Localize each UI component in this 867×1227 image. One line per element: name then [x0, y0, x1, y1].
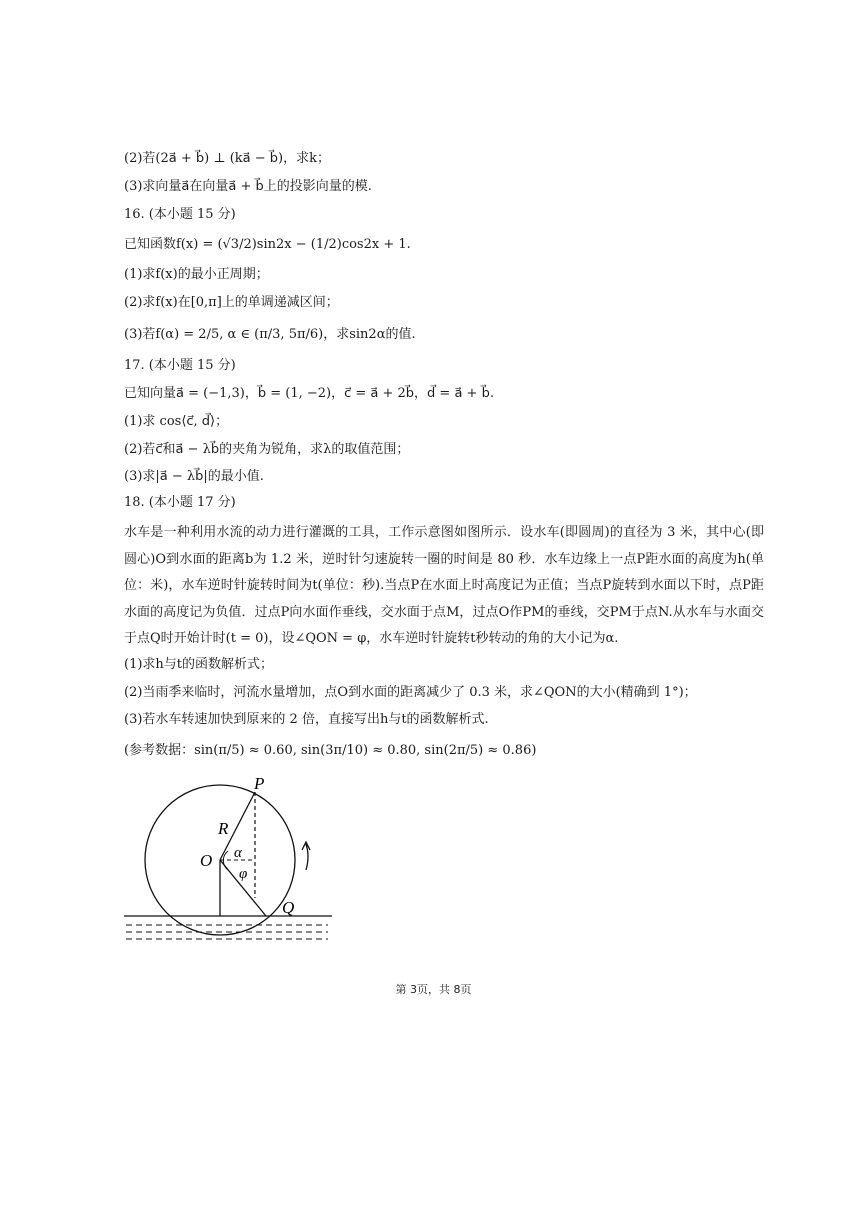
q17-stem: 已知向量a⃗ = (−1,3)，b⃗ = (1, −2)，c⃗ = a⃗ + 2b⃗，d⃗ = a⃗ + b⃗. [124, 386, 494, 401]
q16-part2: (2)求f(x)在[0,π]上的单调递减区间； [124, 295, 339, 310]
q18-part1: (1)求h与t的函数解析式； [124, 657, 274, 672]
label-P: P [254, 774, 265, 793]
label-R: R [218, 819, 229, 838]
reference-data: (参考数据：sin(π/5) ≈ 0.60, sin(3π/10) ≈ 0.80, sin(2π/5) ≈ 0.86) [124, 743, 537, 758]
rotation-arrow [306, 844, 308, 870]
q16-part1: (1)求f(x)的最小正周期； [124, 267, 269, 282]
q18-heading: 18. (本小题 17 分) [124, 495, 236, 510]
q16-part3: (3)若f(α) = 2/5, α ∈ (π/3, 5π/6)，求sin2α的值. [124, 327, 416, 342]
q18-stem: 水车是一种利用水流的动力进行灌溉的工具，工作示意图如图所示．设水车(即圆周)的直径为 3 米，其中心(即圆心)O到水面的距离b为 1.2 米，逆时针匀速旋转一圈的时间是 80 秒．水车边缘上一点P距水面的高度为h(单位：米)，水车逆时针旋转时间为t(单位：秒).当点P在水面上时高度记为正值；当点P旋转到水面以下时，点P距水面的高度记为负值．过点P向水面作垂线，交水面于点M，过点O作PM的垂线，交PM于点N.从水车与水面交于点Q时开始计时(t = 0)，设∠QON = φ，水车逆时针旋转t秒转动的角的大小记为α. [124, 525, 764, 646]
label-O: O [200, 851, 213, 870]
q18-part3: (3)若水车转速加快到原来的 2 倍，直接写出h与t的函数解析式. [124, 712, 489, 727]
label-phi: φ [239, 866, 248, 882]
q16-heading: 16. (本小题 15 分) [124, 207, 236, 222]
waterwheel-diagram [118, 770, 348, 950]
q16-stem: 已知函数f(x) = (√3/2)sin2x − (1/2)cos2x + 1. [124, 237, 411, 252]
label-Q: Q [282, 898, 295, 917]
label-alpha: α [234, 845, 242, 861]
q17-part2: (2)若c⃗和a⃗ − λb⃗的夹角为锐角，求λ的取值范围； [124, 442, 410, 457]
q15-part3: (3)求向量a⃗在向量a⃗ + b⃗上的投影向量的模. [124, 179, 372, 194]
q15-part2: (2)若(2a⃗ + b⃗) ⊥ (ka⃗ − b⃗)，求k； [124, 151, 330, 166]
q18-part2: (2)当雨季来临时，河流水量增加，点O到水面的距离减少了 0.3 米，求∠QON的大小(精确到 1°)； [124, 685, 697, 700]
q17-part1: (1)求 cos⟨c⃗, d⃗⟩； [124, 414, 229, 429]
page-footer: 第 3页，共 8页 [395, 983, 472, 996]
q17-part3: (3)求|a⃗ − λb⃗|的最小值. [124, 469, 264, 484]
q17-heading: 17. (本小题 15 分) [124, 358, 236, 373]
